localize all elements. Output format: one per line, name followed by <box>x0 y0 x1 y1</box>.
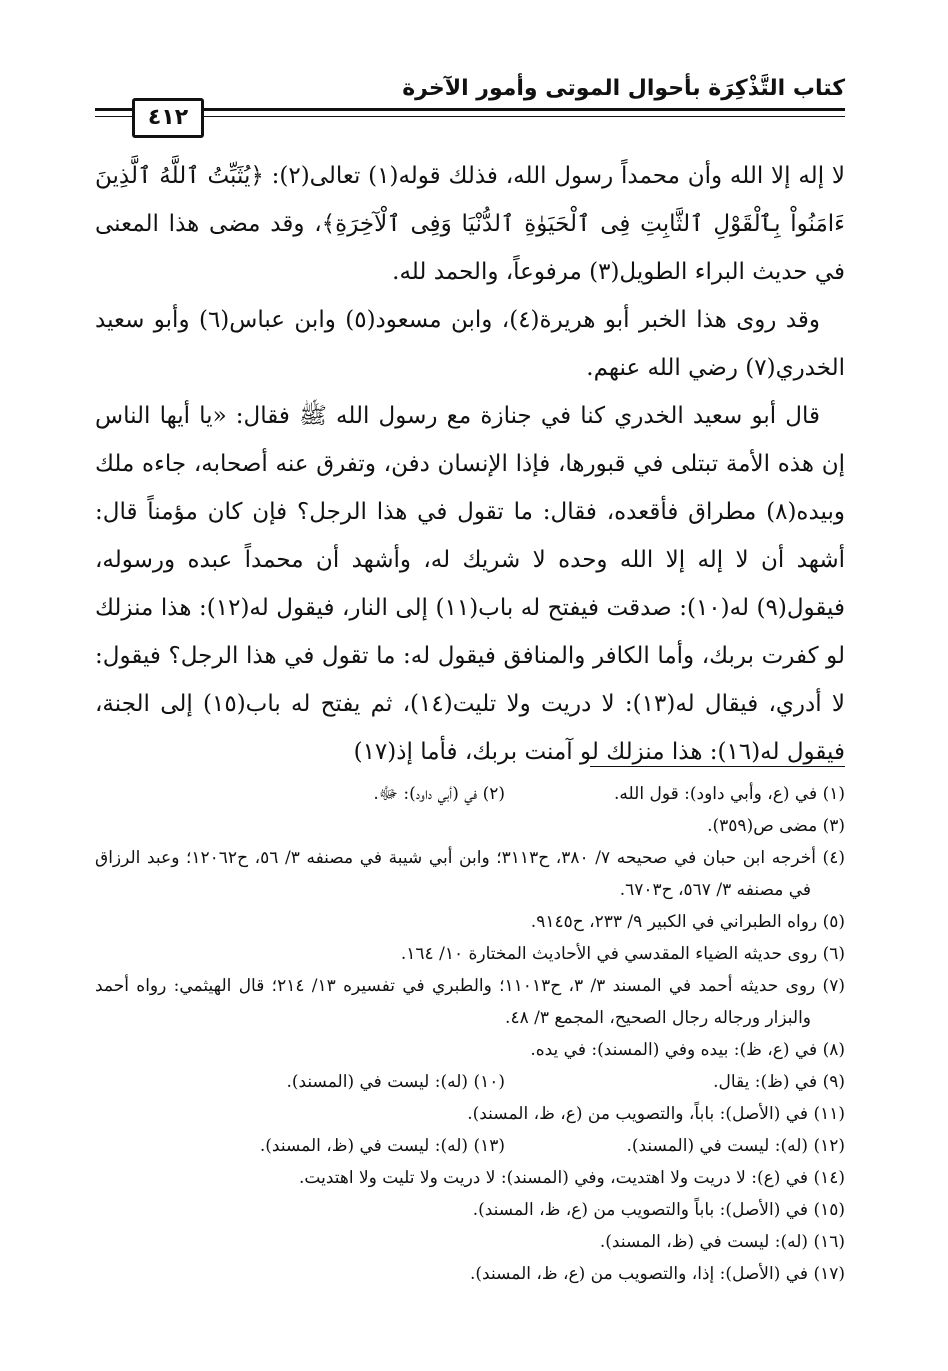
footnote: (٧) روى حديثه أحمد في المسند ٣/ ٣، ح١١٠١٣؛ والطبري في تفسيره ١٣/ ٢١٤؛ قال الهيثمي: رواه أحمد والبزار ورجاله رجال الصحيح، المجمع ٣/ ٤٨. <box>95 976 845 1028</box>
header-rule-thin <box>95 116 845 117</box>
footnote: (٤) أخرجه ابن حبان في صحيحه ٧/ ٣٨٠، ح٣١١٣؛ وابن أبي شيبة في مصنفه ٣/ ٥٦، ح١٢٠٦٢؛ وعبد الرزاق في مصنفه ٣/ ٥٦٧، ح٦٧٠٣. <box>95 848 845 900</box>
footnote: (١٢) (له): ليست في (المسند). <box>626 1136 845 1156</box>
footnote-row <box>95 1098 845 1130</box>
footnote-row <box>95 1258 845 1290</box>
running-header <box>95 70 845 130</box>
footnote-row <box>95 778 845 810</box>
footnote: (١٥) في (الأصل): باباً والتصويب من (ع، ظ، المسند). <box>472 1200 845 1220</box>
footnote: (١١) في (الأصل): باباً، والتصويب من (ع، ظ، المسند). <box>467 1104 845 1124</box>
footnote: (١٠) (له): ليست في (المسند). <box>286 1072 505 1092</box>
book-title: كتاب التَّذْكِرَة بأحوال الموتى وأمور الآخرة <box>402 76 845 101</box>
footnote: (١٣) (له): ليست في (ظ، المسند). <box>259 1136 505 1156</box>
header-rule-thick <box>95 108 845 111</box>
footnote-row <box>95 906 845 938</box>
footnotes <box>95 778 845 1290</box>
footnote: (٨) في (ع، ظ): بيده وفي (المسند): في يده. <box>530 1040 845 1060</box>
footnote: (٢) في (أبي داود): ﷻ. <box>373 784 505 804</box>
paragraph: لا إله إلا الله وأن محمداً رسول الله، فذلك قوله(١) تعالى(٢): ﴿يُثَبِّتُ ٱللَّهُ ٱلَّذِينَ ءَامَنُواْ بِٱلْقَوْلِ ٱلثَّابِتِ فِى ٱلْحَيَوٰةِ ٱلدُّنْيَا وَفِى ٱلْآخِرَةِ﴾، وقد مضى هذا المعنى في حديث البراء الطويل(٣) مرفوعاً، والحمد لله. <box>95 163 845 285</box>
main-text <box>95 152 845 776</box>
footnote: (٦) روى حديثه الضياء المقدسي في الأحاديث المختارة ١٠/ ١٦٤. <box>400 944 845 964</box>
page-number: ٤١٢ <box>132 98 204 138</box>
footnote: (٩) في (ظ): يقال. <box>713 1072 845 1092</box>
footnote-separator <box>590 766 845 767</box>
footnote-row <box>95 1226 845 1258</box>
footnote-row <box>95 810 845 842</box>
footnote: (٣) مضى ص(٣٥٩). <box>707 816 845 836</box>
paragraph: وقد روى هذا الخبر أبو هريرة(٤)، وابن مسعود(٥) وابن عباس(٦) وأبو سعيد الخدري(٧) رضي الله عنهم. <box>95 307 845 381</box>
footnote-row <box>95 938 845 970</box>
footnote-row <box>95 1130 845 1162</box>
paragraph: قال أبو سعيد الخدري كنا في جنازة مع رسول الله ﷺ فقال: «يا أيها الناس إن هذه الأمة تبتلى في قبورها، فإذا الإنسان دفن، وتفرق عنه أصحابه، جاءه ملك وبيده(٨) مطراق فأقعده، فقال: ما تقول في هذا الرجل؟ فإن كان مؤمناً قال: أشهد أن لا إله إلا الله وحده لا شريك له، وأشهد أن محمداً عبده ورسوله، فيقول(٩) له(١٠): صدقت فيفتح له باب(١١) إلى النار، فيقول له(١٢): هذا منزلك لو كفرت بربك، وأما الكافر والمنافق فيقول له: ما تقول في هذا الرجل؟ فيقول: لا أدري، فيقال له(١٣): لا دريت ولا تليت(١٤)، ثم يفتح له باب(١٥) إلى الجنة، فيقول له(١٦): هذا منزلك لو آمنت بربك، فأما إذ(١٧) <box>95 403 846 765</box>
footnote-row <box>95 1066 845 1098</box>
footnote-row <box>95 1194 845 1226</box>
footnote: (١٤) في (ع): لا دريت ولا اهتديت، وفي (المسند): لا دريت ولا تليت ولا اهتديت. <box>299 1168 845 1188</box>
footnote: (٥) رواه الطبراني في الكبير ٩/ ٢٣٣، ح٩١٤٥. <box>530 912 845 932</box>
footnote: (١) في (ع، وأبي داود): قول الله. <box>614 784 845 804</box>
footnote-row <box>95 1162 845 1194</box>
footnote: (١٧) في (الأصل): إذا، والتصويب من (ع، ظ، المسند). <box>470 1264 845 1284</box>
footnote: (١٦) (له): ليست في (ظ، المسند). <box>599 1232 845 1252</box>
footnote-row <box>95 1034 845 1066</box>
